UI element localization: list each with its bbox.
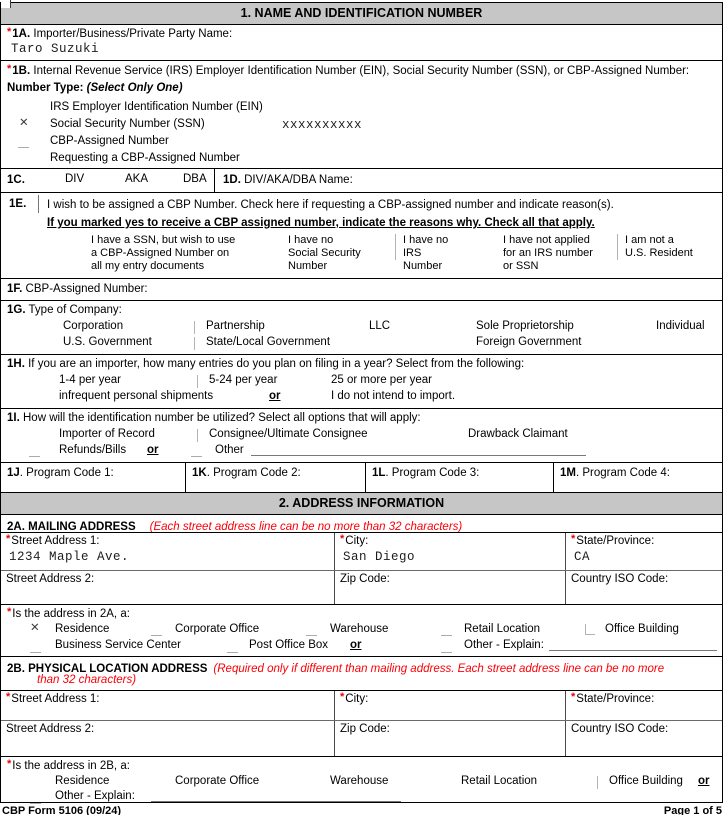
number-type-label: Number Type: [7,82,84,94]
or-label: or [147,444,159,456]
option-1-4-per-year[interactable]: 1-4 per year [59,374,122,386]
program-code-1-text: . Program Code 1: [19,467,114,479]
program-code-3-field[interactable] [365,463,553,492]
required-asterisk: * [571,533,576,545]
option-dba-label[interactable]: DBA [183,173,207,185]
option-2b-warehouse[interactable]: Warehouse [330,775,389,787]
reason-line: a CBP-Assigned Number on [91,247,230,259]
field-1b-row [1,60,722,168]
reason-not-applied[interactable] [503,234,593,273]
state-province-label: State/Province: [576,535,655,547]
program-code-1-label [7,466,114,480]
street-address-2-label: Street Address 2: [6,573,95,585]
option-aka-label[interactable]: AKA [125,173,149,185]
partnership-checkbox[interactable] [194,321,195,334]
program-code-2-label [192,466,301,480]
option-2a-business-service-center[interactable]: Business Service Center [55,639,181,651]
option-cbp-assigned-label[interactable]: CBP-Assigned Number [50,135,169,147]
reason-no-ssn[interactable] [288,234,361,273]
option-importer-of-record[interactable]: Importer of Record [59,428,155,440]
other-input-line[interactable] [251,443,586,456]
other-2a-input-line[interactable] [549,638,717,651]
required-asterisk: * [571,691,576,703]
reason-line: I have no [288,234,334,246]
mailing-address-title-row [1,514,722,532]
field-1f-label-line [7,282,148,296]
street-address-1-label: Street Address 1: [11,535,100,547]
field-1b-tag: 1B. [12,65,31,77]
option-ssn-label[interactable]: Social Security Number (SSN) [50,118,205,130]
cbp-assigned-checkbox[interactable] [18,138,29,148]
physical-address-type-row [1,756,722,802]
field-1c-1d-row [1,168,722,192]
address-2a-question-line [7,607,130,621]
physical-address-title: 2B. PHYSICAL LOCATION ADDRESS [7,663,208,675]
field-1a-tag: 1A. [12,28,31,40]
reason-line: U.S. Resident [625,247,693,259]
state-province-2b-cell[interactable] [565,691,722,720]
other-checkbox[interactable] [191,447,202,457]
reason-line: Number [403,260,443,272]
other-2b-input-line[interactable] [151,789,401,802]
option-2b-retail-location[interactable]: Retail Location [461,775,538,787]
street-address-1-cell[interactable] [1,533,334,570]
program-code-4-text: . Program Code 4: [575,467,670,479]
option-2a-corporate-office[interactable]: Corporate Office [175,623,260,635]
reason-line: IRS [403,247,422,259]
field-1g-label-line [7,303,122,317]
number-type-line [7,81,183,95]
city-2b-cell[interactable] [334,691,565,720]
field-1b-label-line [7,64,689,78]
option-2b-residence[interactable]: Residence [55,775,110,787]
zip-code-2b-cell[interactable] [334,721,565,756]
option-consignee[interactable]: Consignee/Ultimate Consignee [209,428,368,440]
program-code-2-field[interactable] [185,463,365,492]
field-1e-row [1,192,722,278]
street-address-1-input[interactable]: 1234 Maple Ave. [9,550,130,564]
reason-line: I have no [403,234,449,246]
country-iso-cell[interactable] [565,571,722,604]
ein-checkbox[interactable] [18,101,29,112]
city-label-line [340,535,368,547]
field-1h-row [1,354,722,408]
reason-not-us-resident-checkbox[interactable] [617,234,618,260]
street-address-1-2b-cell[interactable] [1,691,334,720]
program-code-1-tag: 1J [7,467,20,479]
field-1h-tag: 1H. [7,358,25,370]
option-2a-post-office-box[interactable]: Post Office Box [249,639,329,651]
program-code-4-field[interactable] [553,463,722,492]
city-2b-label-line [340,693,368,705]
residence-2a-checkbox[interactable]: ✕ [30,622,40,634]
option-2b-office-building[interactable]: Office Building [609,775,683,787]
refunds-bills-checkbox[interactable] [29,447,40,457]
reason-no-irs[interactable] [403,234,448,273]
program-code-2-text: . Program Code 2: [206,467,301,479]
consignee-checkbox[interactable] [197,429,198,442]
business-service-center-checkbox[interactable] [30,643,41,653]
field-1b-label: Internal Revenue Service (IRS) Employer Identification Number (EIN), Social Security Number (SSN), or CBP-Assigned Number: [33,65,690,77]
state-province-2b-label-line [571,693,654,705]
zip-code-2b-label: Zip Code: [340,723,390,735]
cell-divider [214,169,215,192]
state-local-gov-checkbox[interactable] [194,337,195,350]
number-type-note: (Select Only One) [86,82,183,94]
option-2b-other-explain[interactable]: Other - Explain: [55,790,135,802]
section-1-header: 1. NAME AND IDENTIFICATION NUMBER [1,3,722,24]
field-1a-label: Importer/Business/Private Party Name: [33,28,233,40]
reason-not-us-resident[interactable] [625,234,693,260]
required-asterisk: * [340,691,345,703]
option-5-24-per-year[interactable]: 5-24 per year [209,374,278,386]
required-asterisk: * [7,606,12,618]
field-1i-row [1,408,722,462]
required-asterisk: * [6,691,11,703]
office-building-2a-checkbox[interactable] [585,624,595,635]
mailing-address-note: (Each street address line can be no more than 32 characters) [149,521,463,533]
required-asterisk: * [340,533,345,545]
5-24-per-year-checkbox[interactable] [197,375,198,388]
street-address-2-2b-cell[interactable] [1,721,334,756]
option-2a-retail-location[interactable]: Retail Location [464,623,541,635]
option-2a-warehouse[interactable]: Warehouse [330,623,389,635]
state-province-label-line [571,535,654,547]
reason-line: I am not a [625,234,674,246]
street-address-2-cell[interactable] [1,571,334,604]
option-sole-proprietorship[interactable]: Sole Proprietorship [476,320,574,332]
field-1d-label-line [223,173,353,187]
reason-line: Social Security [288,247,361,259]
option-2a-office-building[interactable]: Office Building [605,623,679,635]
program-code-1-field[interactable] [1,463,185,492]
option-drawback-claimant[interactable]: Drawback Claimant [468,428,568,440]
mailing-address-title: 2A. MAILING ADDRESS [7,521,136,533]
program-code-3-label [372,466,479,480]
field-1g-tag: 1G. [7,304,26,316]
physical-address-note-1: (Required only if different than mailing address. Each street address line can be no more [213,663,665,675]
required-asterisk: * [7,758,12,770]
required-asterisk: * [7,26,12,38]
reason-line: or SSN [503,260,539,272]
program-code-2-tag: 1K [192,467,207,479]
mailing-address-type-row [1,604,722,656]
option-requesting-cbp-label[interactable]: Requesting a CBP-Assigned Number [50,152,240,164]
cell-divider [38,195,39,213]
required-asterisk: * [7,63,12,75]
state-province-input[interactable]: CA [574,550,591,564]
page-footer [0,803,723,815]
zip-code-cell[interactable] [334,571,565,604]
option-corporation[interactable]: Corporation [63,320,124,332]
state-province-cell[interactable] [565,533,722,570]
option-2b-corporate-office[interactable]: Corporate Office [175,775,260,787]
program-code-4-tag: 1M [560,467,576,479]
section-2-header: 2. ADDRESS INFORMATION [1,492,722,514]
city-input[interactable]: San Diego [343,550,416,564]
address-2a-question: Is the address in 2A, a: [12,608,130,620]
mailing-address-row-1 [1,532,722,570]
state-province-2b-label: State/Province: [576,693,655,705]
retail-location-2a-checkbox[interactable] [441,626,452,636]
field-1h-label: If you are an importer, how many entries do you plan on filing in a year? Select from the following: [28,358,525,370]
street-address-1-2b-label: Street Address 1: [11,693,100,705]
country-iso-2b-cell[interactable] [565,721,722,756]
reason-no-irs-checkbox[interactable] [395,234,396,260]
country-iso-2b-label: Country ISO Code: [571,723,669,735]
option-do-not-intend-import[interactable]: I do not intend to import. [331,390,456,402]
or-label: or [269,390,281,402]
field-1i-label: How will the identification number be utilized? Select all options that will apply: [23,412,421,424]
option-state-local-government[interactable]: State/Local Government [206,336,331,348]
option-div-label[interactable]: DIV [65,173,85,185]
address-2b-question: Is the address in 2B, a: [12,760,130,772]
field-1c-tag: 1C. [7,174,25,186]
other-2a-checkbox[interactable] [441,643,452,653]
cbp-form-5106 [0,2,723,803]
zip-code-label: Zip Code: [340,573,390,585]
importer-name-input[interactable]: Taro Suzuki [11,42,100,56]
field-1i-label-line [7,411,421,425]
reason-ssn-but-cbp[interactable] [91,234,235,273]
option-us-government[interactable]: U.S. Government [63,336,152,348]
field-1a-label-line [7,27,232,41]
program-code-3-tag: 1L [372,467,386,479]
or-label: or [350,639,362,651]
program-code-3-text: . Program Code 3: [385,467,480,479]
ssn-value-input[interactable]: xxxxxxxxxx [282,118,363,132]
city-2b-label: City: [345,693,369,705]
physical-address-row-2 [1,720,722,756]
field-1f-tag: 1F. [7,283,23,295]
city-label: City: [345,535,369,547]
requesting-cbp-checkbox[interactable] [18,152,29,163]
reason-line: all my entry documents [91,260,205,272]
option-refunds-bills[interactable]: Refunds/Bills [59,444,127,456]
option-partnership[interactable]: Partnership [206,320,265,332]
field-1e-statement[interactable]: I wish to be assigned a CBP Number. Check here if requesting a CBP-assigned number and indicate reason(s). [47,199,614,211]
page-corner-notch [1,0,11,8]
field-1a-row [1,24,722,60]
required-asterisk: * [6,533,11,545]
option-other[interactable]: Other [215,444,244,456]
corporate-office-2a-checkbox[interactable] [151,626,162,636]
field-1f-row[interactable] [1,278,722,300]
ssn-checkbox[interactable]: ✕ [19,117,29,129]
physical-address-row-1 [1,690,722,720]
field-1e-instruction: If you marked yes to receive a CBP assigned number, indicate the reasons why. Check all that apply. [47,217,595,229]
option-infrequent-shipments[interactable]: infrequent personal shipments [59,390,214,402]
field-1h-label-line [7,357,524,371]
option-ein-label[interactable]: IRS Employer Identification Number (EIN) [50,101,263,113]
street-address-2-2b-label: Street Address 2: [6,723,95,735]
option-foreign-government[interactable]: Foreign Government [476,336,582,348]
physical-address-note-2: than 32 characters) [37,674,137,686]
program-codes-row [1,462,722,492]
street-address-1-2b-label-line [6,693,100,705]
address-2b-question-line [7,759,130,773]
option-llc[interactable]: LLC [369,320,391,332]
form-number: CBP Form 5106 (09/24) [2,805,122,815]
reason-line: I have not applied [503,234,590,246]
field-1g-label: Type of Company: [28,304,122,316]
field-1d-label: DIV/AKA/DBA Name: [244,174,353,186]
warehouse-2a-checkbox[interactable] [306,626,317,636]
option-2a-residence[interactable]: Residence [55,623,110,635]
option-2a-other-explain[interactable]: Other - Explain: [464,639,544,651]
country-iso-label: Country ISO Code: [571,573,669,585]
physical-address-title-row [1,656,722,690]
reason-line: Number [288,260,328,272]
mailing-address-row-2 [1,570,722,604]
page-number: Page 1 of 5 [663,805,722,815]
field-1g-row [1,300,722,354]
reason-line: I have a SSN, but wish to use [91,234,236,246]
field-1d-tag: 1D. [223,174,241,186]
field-1e-tag: 1E. [9,198,27,210]
option-25-or-more[interactable]: 25 or more per year [331,374,432,386]
option-individual[interactable]: Individual [656,320,705,332]
program-code-4-label [560,466,670,480]
city-cell[interactable] [334,533,565,570]
reason-line: for an IRS number [503,247,593,259]
street-address-1-label-line [6,535,100,547]
or-label: or [698,775,710,787]
field-1f-label: CBP-Assigned Number: [25,283,148,295]
field-1i-tag: 1I. [7,412,20,424]
office-building-2b-checkbox[interactable] [597,776,598,789]
post-office-box-checkbox[interactable] [227,643,238,653]
